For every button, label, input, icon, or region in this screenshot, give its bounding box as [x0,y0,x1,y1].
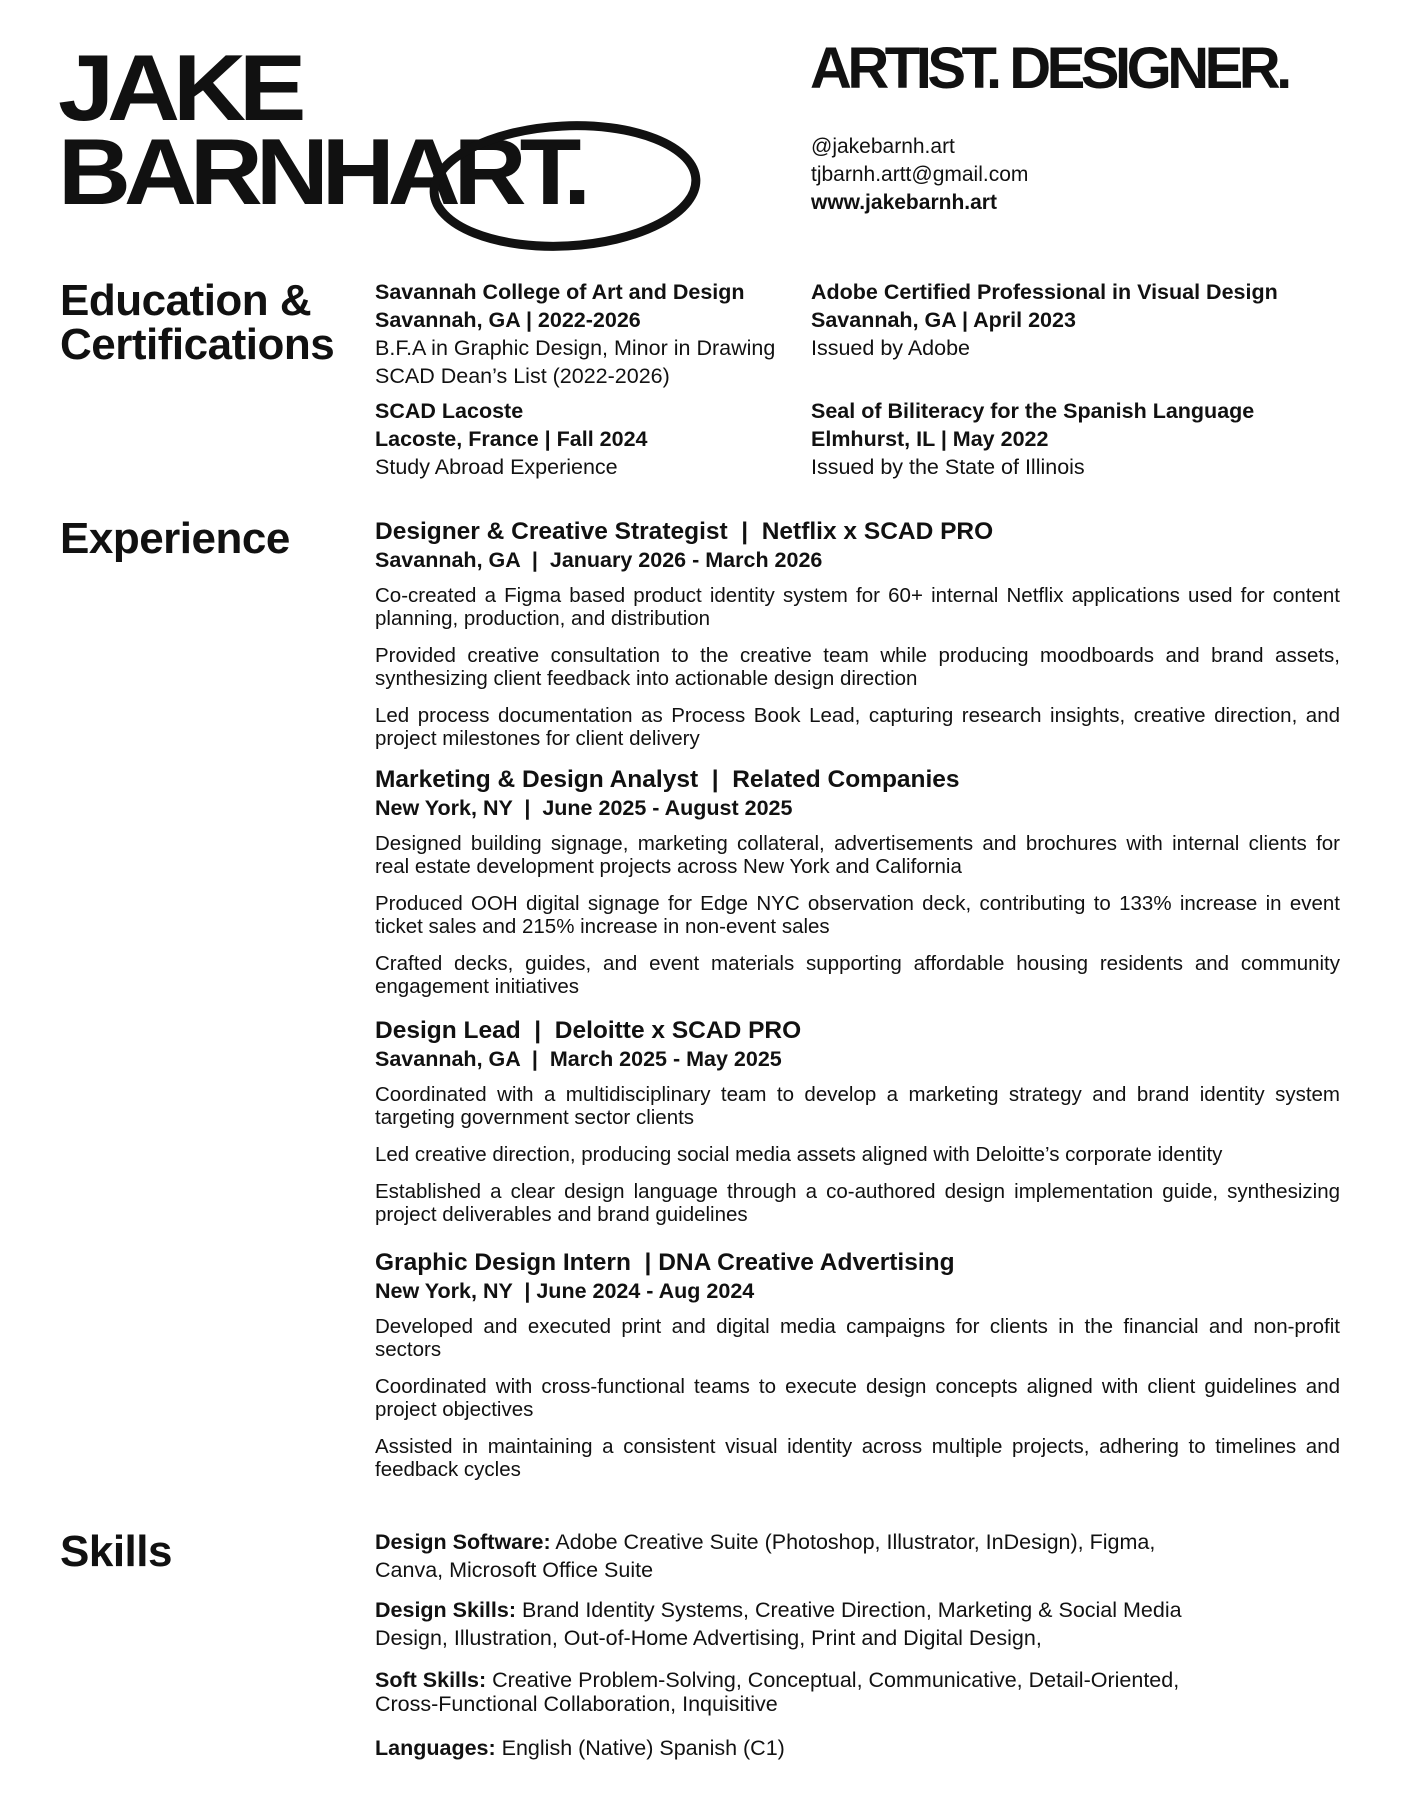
job-title: Marketing & Design Analyst | Related Companies [375,766,960,793]
education-title: Savannah College of Art and Design [375,280,745,304]
skill-label: Soft Skills: [375,1668,487,1692]
job-bullet: Co-created a Figma based product identity system for 60+ internal Netflix applications used for content planning, production, and distribution [375,584,1340,630]
name-last: BARNHART. [58,120,585,225]
job-title: Graphic Design Intern | DNA Creative Advertising [375,1249,955,1276]
job-bullet: Led creative direction, producing social media assets aligned with Deloitte’s corporate identity [375,1143,1223,1166]
experience-heading: Experience [60,514,290,563]
education-item [375,397,845,481]
education-item [375,278,845,390]
logo-ellipse-graphic [420,104,710,254]
email-link[interactable]: tjbarnh.artt@gmail.com [811,163,1029,186]
job-meta: Savannah, GA | March 2025 - May 2025 [375,1047,782,1071]
skill-entry [375,1528,1215,1584]
job-meta: New York, NY | June 2025 - August 2025 [375,796,793,820]
job-bullet: Developed and executed print and digital media campaigns for clients in the financial and non-profit sectors [375,1315,1340,1361]
name-first: JAKE [58,36,300,141]
skill-entry [375,1734,1215,1762]
skill-label: Languages: [375,1736,496,1760]
tagline: ARTIST. DESIGNER. [810,36,1288,101]
job-bullet: Led process documentation as Process Book Lead, capturing research insights, creative direction, and project milestones for client delivery [375,704,1340,750]
skill-text: Brand Identity Systems, Creative Direction, Marketing & Social Media Design, Illustration, Out-of-Home Advertising, Print and Digital Design, [375,1598,1182,1650]
education-heading [60,276,335,369]
skills-heading: Skills [60,1527,172,1576]
skill-entry [375,1668,1215,1716]
education-meta: Lacoste, France | Fall 2024 [375,427,648,451]
job-entry [375,518,1340,750]
job-bullet: Established a clear design language through a co-authored design implementation guide, synthesizing project deliverables and brand guidelines [375,1180,1340,1226]
job-bullet: Coordinated with a multidisciplinary team to develop a marketing strategy and brand identity system targeting government sector clients [375,1083,1340,1129]
education-heading-line1: Education & [60,276,312,325]
certification-detail: Issued by the State of Illinois [811,455,1085,479]
website-link[interactable]: www.jakebarnh.art [811,191,997,214]
certification-title: Adobe Certified Professional in Visual Design [811,280,1278,304]
education-meta: Savannah, GA | 2022-2026 [375,308,641,332]
job-bullet: Designed building signage, marketing collateral, advertisements and brochures with internal clients for real estate development projects across New York and California [375,832,1340,878]
job-entry [375,766,1340,998]
skill-text: English (Native) Spanish (C1) [495,1736,785,1760]
skill-text: Creative Problem-Solving, Conceptual, Communicative, Detail-Oriented, Cross-Functional Collaboration, Inquisitive [375,1668,1180,1716]
education-heading-line2: Certifications [60,320,335,369]
job-entry [375,1249,1340,1481]
job-title: Designer & Creative Strategist | Netflix x SCAD PRO [375,518,994,545]
skill-entry [375,1596,1215,1652]
certification-meta: Savannah, GA | April 2023 [811,308,1076,332]
certification-item [811,278,1281,362]
education-detail: Study Abroad Experience [375,455,618,479]
job-meta: Savannah, GA | January 2026 - March 2026 [375,548,823,572]
education-detail: SCAD Dean’s List (2022-2026) [375,364,670,388]
job-bullet: Assisted in maintaining a consistent visual identity across multiple projects, adhering to timelines and feedback cycles [375,1435,1340,1481]
job-entry [375,1017,1340,1226]
certification-detail: Issued by Adobe [811,336,970,360]
skill-label: Design Skills: [375,1598,516,1622]
job-title: Design Lead | Deloitte x SCAD PRO [375,1017,802,1044]
social-handle[interactable]: @jakebarnh.art [811,135,955,158]
job-meta: New York, NY | June 2024 - Aug 2024 [375,1279,755,1303]
skill-label: Design Software: [375,1530,551,1554]
job-bullet: Produced OOH digital signage for Edge NYC observation deck, contributing to 133% increase in event ticket sales and 215% increase in non-event sales [375,892,1340,938]
education-detail: B.F.A in Graphic Design, Minor in Drawing [375,336,776,360]
job-bullet: Crafted decks, guides, and event materials supporting affordable housing residents and community engagement initiatives [375,952,1340,998]
job-bullet: Coordinated with cross-functional teams to execute design concepts aligned with client guidelines and project objectives [375,1375,1340,1421]
certification-item [811,397,1281,481]
certification-title: Seal of Biliteracy for the Spanish Language [811,399,1255,423]
job-bullet: Provided creative consultation to the creative team while producing moodboards and brand assets, synthesizing client feedback into actionable design direction [375,644,1340,690]
skill-text: Adobe Creative Suite (Photoshop, Illustrator, InDesign), Figma, Canva, Microsoft Office Suite [375,1530,1156,1582]
education-title: SCAD Lacoste [375,399,524,423]
certification-meta: Elmhurst, IL | May 2022 [811,427,1049,451]
